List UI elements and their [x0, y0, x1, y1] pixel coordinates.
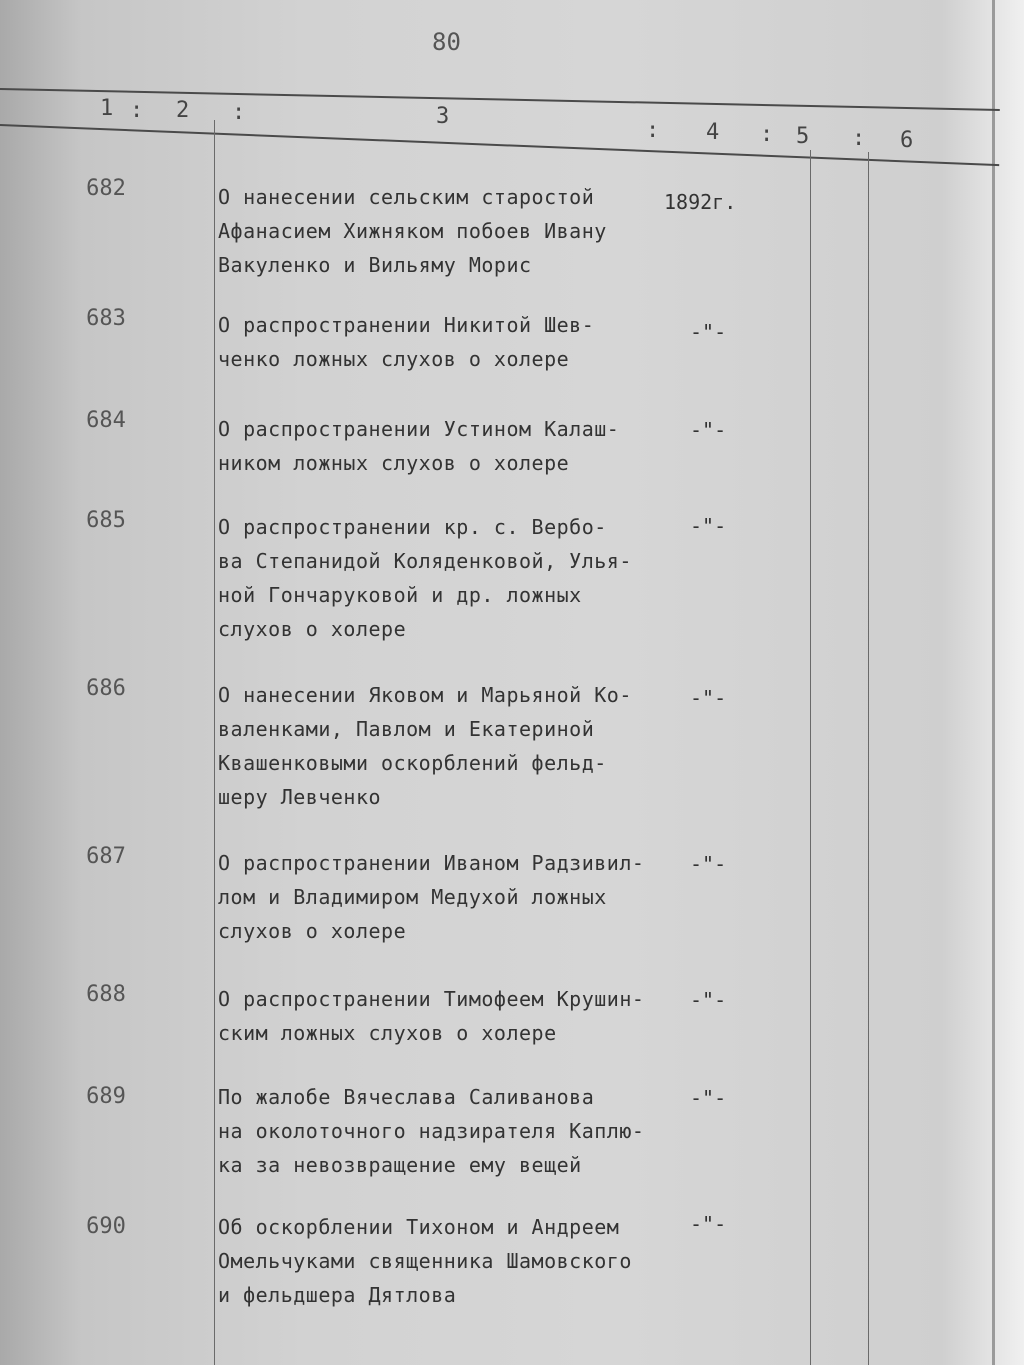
column-separator: : — [760, 122, 774, 147]
entry-year: -"- — [690, 320, 727, 344]
column-separator: : — [646, 118, 660, 143]
entry-number: 688 — [86, 982, 126, 1007]
column-separator: : — [852, 126, 866, 151]
entry-year: -"- — [690, 1086, 727, 1110]
column-rule — [810, 150, 811, 1365]
entry-description: По жалобе Вячеслава Саливанова на околоточного надзирателя Каплю- ка за невозвращение ему вещей — [218, 1085, 645, 1177]
column-header-5: 5 — [796, 124, 810, 149]
entry-year: -"- — [690, 988, 727, 1012]
entry-number: 687 — [86, 844, 126, 869]
column-separator: : — [130, 98, 144, 123]
entry-year: -"- — [690, 686, 727, 710]
column-header-6: 6 — [900, 128, 914, 153]
entry-number: 682 — [86, 176, 126, 201]
column-separator: : — [232, 100, 246, 125]
column-rule — [868, 152, 869, 1365]
entry-number: 690 — [86, 1214, 126, 1239]
entry-number: 683 — [86, 306, 126, 331]
entry-year: -"- — [690, 1212, 727, 1236]
column-header-4: 4 — [706, 120, 720, 145]
column-header-1: 1 — [100, 96, 114, 121]
column-rule — [214, 120, 215, 1365]
entry-year: -"- — [690, 514, 727, 538]
entry-description: О распространении Иваном Радзивил- лом и Владимиром Медухой ложных слухов о холере — [218, 851, 645, 943]
entry-year: -"- — [690, 852, 727, 876]
entry-number: 685 — [86, 508, 126, 533]
header-bottom-rule — [0, 124, 999, 166]
column-header-3: 3 — [436, 104, 450, 129]
entry-description: Об оскорблении Тихоном и Андреем Омельчуками священника Шамовского и фельдшера Дятлова — [218, 1215, 632, 1307]
column-header-2: 2 — [176, 98, 190, 123]
entry-year: 1892г. — [664, 190, 737, 214]
entry-description: О распространении Тимофеем Крушин- ским ложных слухов о холере — [218, 987, 645, 1045]
page-edge — [992, 0, 995, 1365]
entry-number: 689 — [86, 1084, 126, 1109]
entry-description: О нанесении Яковом и Марьяной Ко- валенками, Павлом и Екатериной Квашенковыми оскорблений фельд- шеру Левченко — [218, 683, 632, 809]
header-top-rule — [0, 88, 1000, 111]
entry-number: 686 — [86, 676, 126, 701]
entry-description: О распространении кр. с. Вербо- ва Степанидой Коляденковой, Улья- ной Гончаруковой и др. ложных слухов о холере — [218, 515, 632, 641]
page-number: 80 — [432, 28, 461, 56]
entry-description: О распространении Устином Калаш- ником ложных слухов о холере — [218, 417, 620, 475]
entry-number: 684 — [86, 408, 126, 433]
entry-description: О распространении Никитой Шев- ченко ложных слухов о холере — [218, 313, 595, 371]
entry-year: -"- — [690, 418, 727, 442]
entry-description: О нанесении сельским старостой Афанасием Хижняком побоев Ивану Вакуленко и Вильяму Морис — [218, 185, 607, 277]
